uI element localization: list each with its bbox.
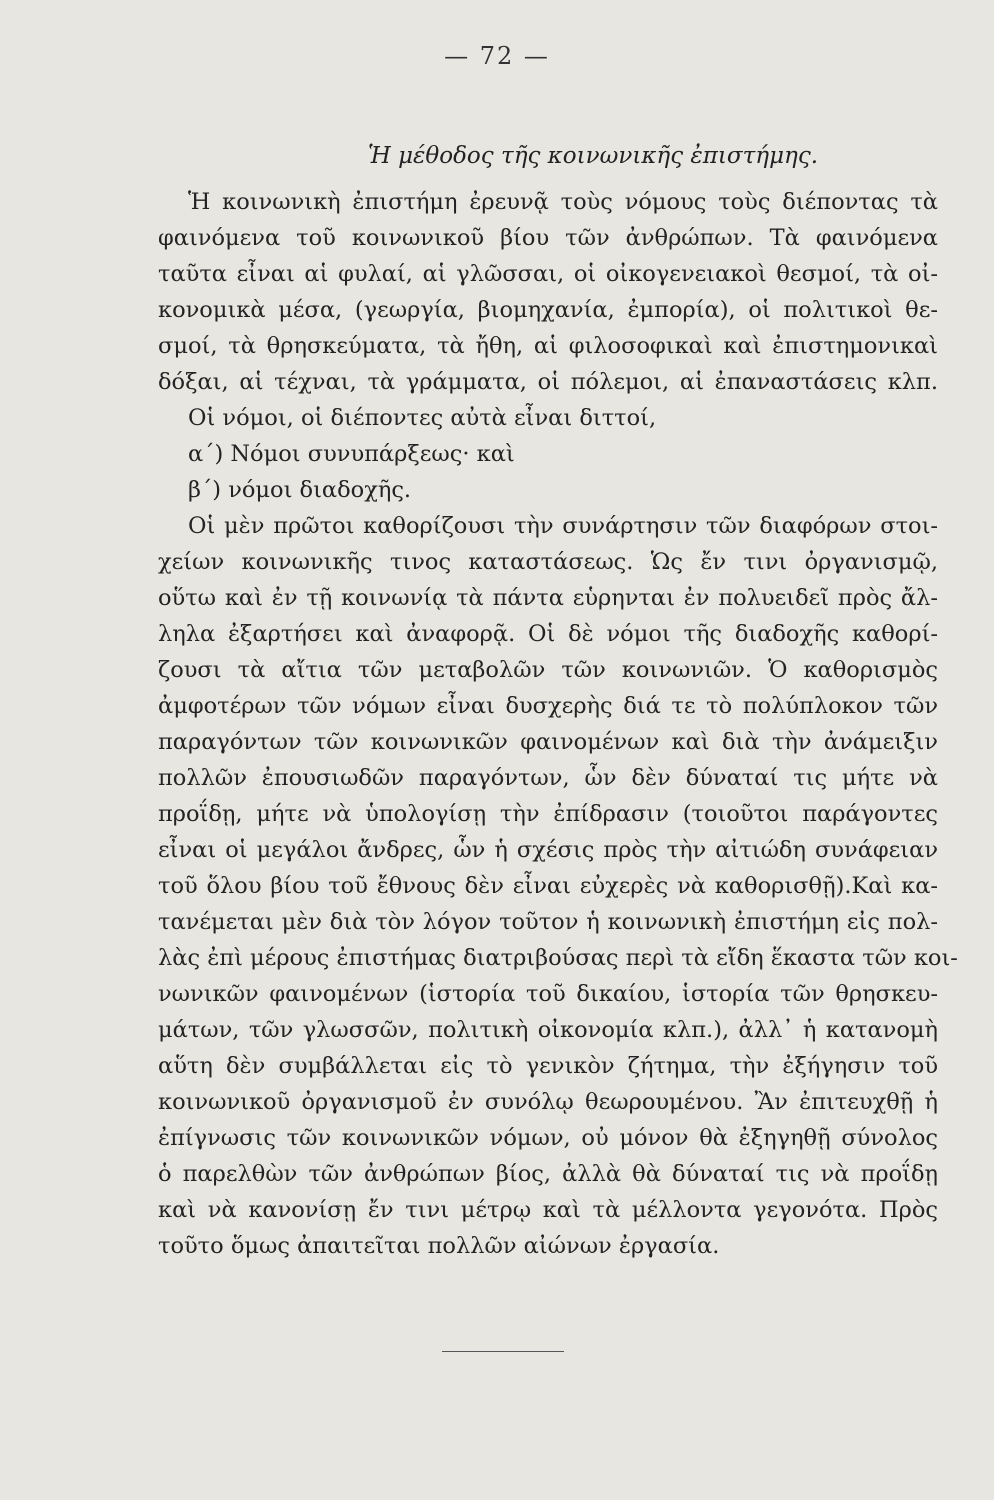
- text-line: σμοί, τὰ θρησκεύματα, τὰ ἤθη, αἱ φιλοσοφικαὶ καὶ ἐπιστημονικαὶ: [158, 333, 938, 359]
- text-line: νωνικῶν φαινομένων (ἱστορία τοῦ δικαίου, ἱστορία τῶν θρησκευ-: [158, 981, 938, 1007]
- text-line: προΐδῃ, μήτε νὰ ὑπολογίσῃ τὴν ἐπίδρασιν (τοιοῦτοι παράγοντες: [158, 801, 938, 827]
- text-line: δόξαι, αἱ τέχναι, τὰ γράμματα, οἱ πόλεμοι, αἱ ἐπαναστάσεις κλπ.: [158, 369, 938, 395]
- text-line: τοῦτο ὅμως ἀπαιτεῖται πολλῶν αἰώνων ἐργασία.: [158, 1233, 720, 1259]
- page-number: — 72 —: [444, 42, 550, 70]
- text-line: πολλῶν ἐπουσιωδῶν παραγόντων, ὧν δὲν δύναταί τις μήτε νὰ: [158, 765, 938, 791]
- text-line: Οἱ νόμοι, οἱ διέποντες αὐτὰ εἶναι διττοί,: [188, 405, 657, 431]
- text-line: ὁ παρελθὼν τῶν ἀνθρώπων βίος, ἀλλὰ θὰ δύναταί τις νὰ προΐδῃ: [158, 1161, 938, 1187]
- text-line: κοινωνικοῦ ὀργανισμοῦ ἐν συνόλῳ θεωρουμένου. Ἂν ἐπιτευχθῇ ἡ: [158, 1089, 938, 1115]
- text-line: χείων κοινωνικῆς τινος καταστάσεως. Ὡς ἔν τινι ὀργανισμῷ,: [158, 549, 938, 575]
- text-line: μάτων, τῶν γλωσσῶν, πολιτικὴ οἰκονομία κλπ.), ἀλλ᾽ ἡ κατανομὴ: [158, 1017, 938, 1043]
- text-line: καὶ νὰ κανονίσῃ ἔν τινι μέτρῳ καὶ τὰ μέλλοντα γεγονότα. Πρὸς: [158, 1197, 938, 1223]
- text-line: ταῦτα εἶναι αἱ φυλαί, αἱ γλῶσσαι, οἱ οἰκογενειακοὶ θεσμοί, τὰ οἰ-: [158, 261, 938, 287]
- body-text: [158, 138, 958, 1264]
- text-line: β΄) νόμοι διαδοχῆς.: [188, 477, 412, 503]
- paragraph-lines: [158, 184, 958, 1264]
- text-line: ἐπίγνωσις τῶν κοινωνικῶν νόμων, οὐ μόνον θὰ ἐξηγηθῇ σύνολος: [158, 1125, 938, 1151]
- text-line: τοῦ ὅλου βίου τοῦ ἔθνους δὲν εἶναι εὐχερὲς νὰ καθορισθῇ).Καὶ κα-: [158, 873, 938, 899]
- text-line: ληλα ἐξαρτήσει καὶ ἀναφορᾷ. Οἱ δὲ νόμοι τῆς διαδοχῆς καθορί-: [158, 621, 938, 647]
- text-line: αὕτη δὲν συμβάλλεται εἰς τὸ γενικὸν ζήτημα, τὴν ἐξήγησιν τοῦ: [158, 1053, 938, 1079]
- text-line: εἶναι οἱ μεγάλοι ἄνδρες, ὧν ἡ σχέσις πρὸς τὴν αἰτιώδη συνάφειαν: [158, 837, 938, 863]
- text-line: α΄) Νόμοι συνυπάρξεως· καὶ: [188, 441, 515, 467]
- text-line: κονομικὰ μέσα, (γεωργία, βιομηχανία, ἐμπορία), οἱ πολιτικοὶ θε-: [158, 297, 938, 323]
- text-line: παραγόντων τῶν κοινωνικῶν φαινομένων καὶ διὰ τὴν ἀνάμειξιν: [158, 729, 938, 755]
- text-line: Οἱ μὲν πρῶτοι καθορίζουσι τὴν συνάρτησιν τῶν διαφόρων στοι-: [188, 513, 938, 539]
- text-line: ζουσι τὰ αἴτια τῶν μεταβολῶν τῶν κοινωνιῶν. Ὁ καθορισμὸς: [158, 657, 938, 683]
- footer-rule: [442, 1351, 564, 1352]
- text-line: φαινόμενα τοῦ κοινωνικοῦ βίου τῶν ἀνθρώπων. Τὰ φαινόμενα: [158, 225, 938, 251]
- text-line: τανέμεται μὲν διὰ τὸν λόγον τοῦτον ἡ κοινωνικὴ ἐπιστήμη εἰς πολ-: [158, 909, 938, 935]
- text-line: Ἡ κοινωνικὴ ἐπιστήμη ἐρευνᾷ τοὺς νόμους τοὺς διέποντας τὰ: [188, 189, 938, 215]
- text-line: λὰς ἐπὶ μέρους ἐπιστήμας διατριβούσας περὶ τὰ εἴδη ἕκαστα τῶν κοι-: [158, 945, 958, 971]
- section-heading: Ἡ μέθοδος τῆς κοινωνικῆς ἐπιστήμης.: [367, 143, 819, 169]
- text-line: οὕτω καὶ ἐν τῇ κοινωνίᾳ τὰ πάντα εὑρηνται ἐν πολυειδεῖ πρὸς ἄλ-: [158, 585, 938, 611]
- text-line: ἀμφοτέρων τῶν νόμων εἶναι δυσχερὴς διά τε τὸ πολύπλοκον τῶν: [158, 693, 938, 719]
